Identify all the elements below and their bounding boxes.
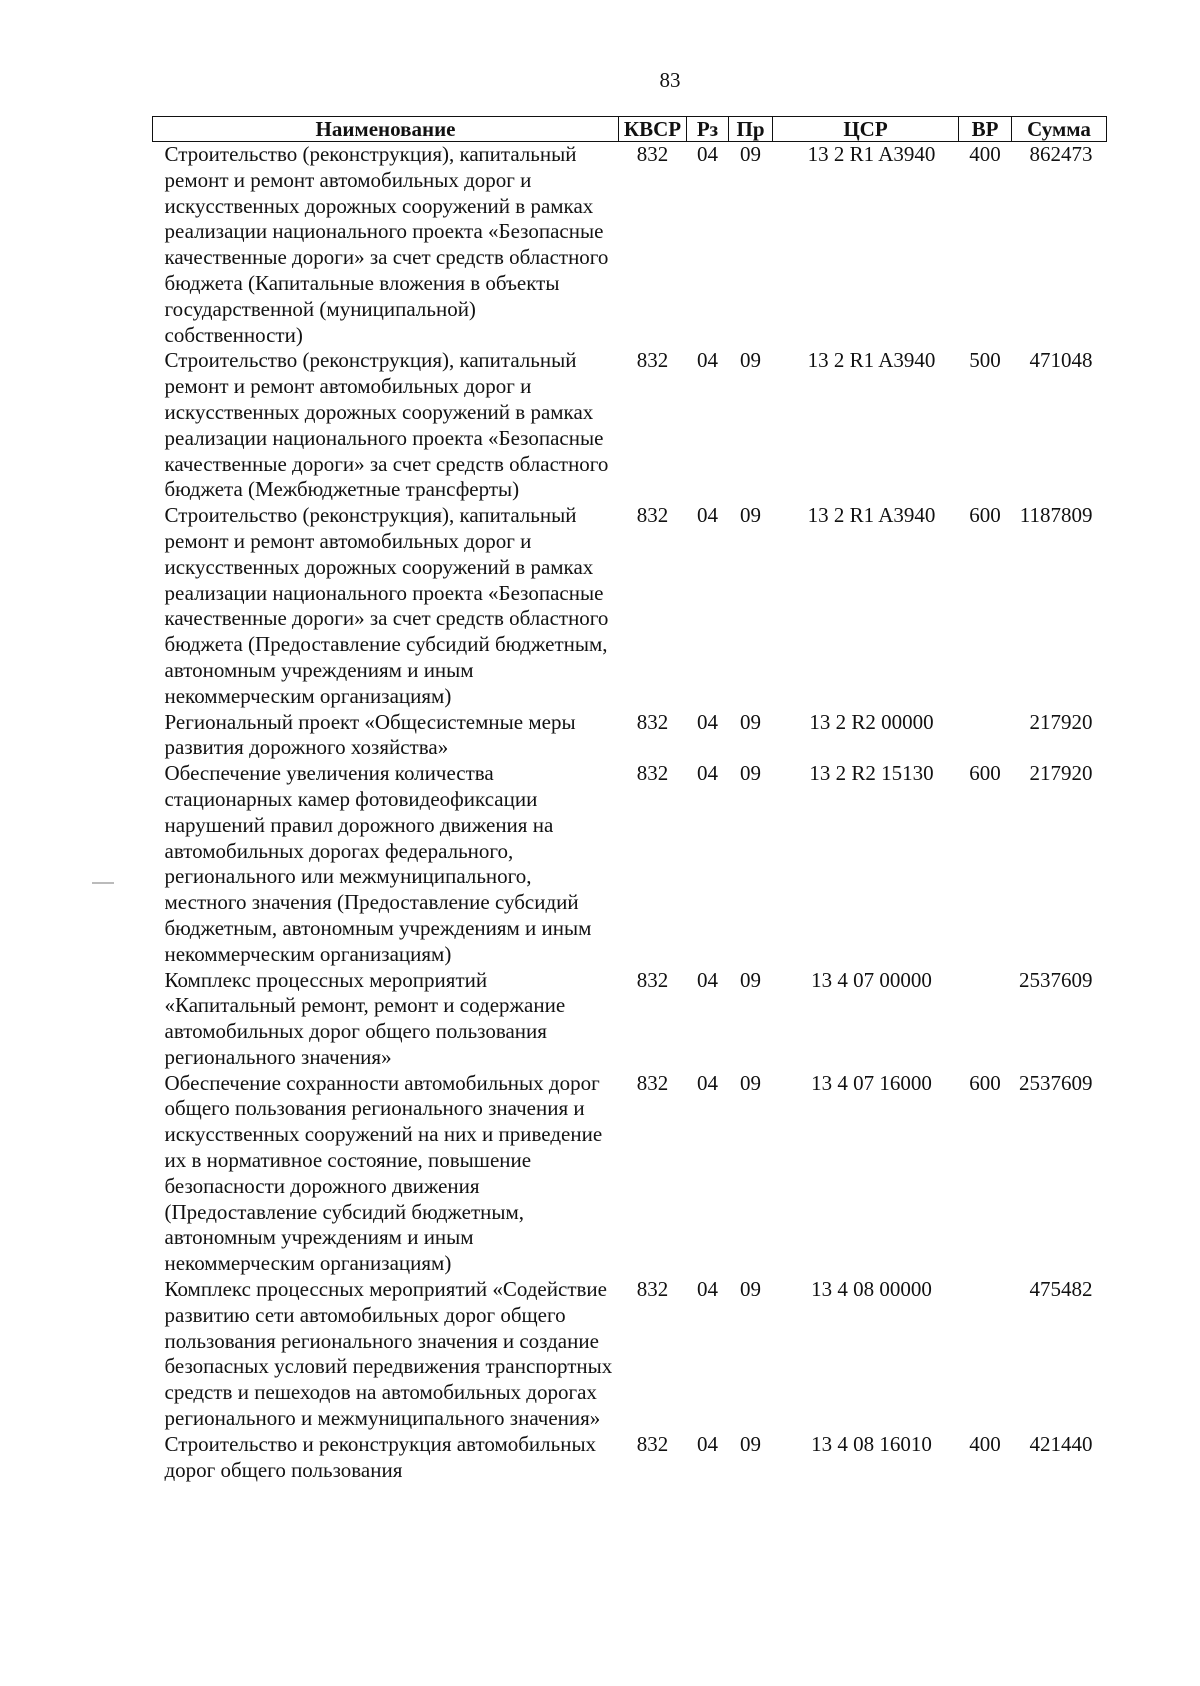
cell-kvsr: 832 [636,761,669,786]
cell-rz: 04 [697,1070,718,1095]
table-row [153,1277,1107,1432]
cell-name: Комплекс процессных мероприятий «Содействие развитию сети автомобильных дорог общего пользования регионального значения и создание безопасных условий передвижения транспортных средств и пешеходов на автомобильных дорогах регионального и межмуниципального значения» [164,1277,613,1431]
cell-sum: 1187809 [1019,503,1093,528]
cell-rz: 04 [697,967,718,992]
cell-vr: 600 [969,761,1001,786]
cell-kvsr: 832 [636,1277,669,1302]
cell-vr: 600 [969,1070,1001,1095]
cell-sum: 217920 [1029,761,1093,786]
cell-sum: 217920 [1029,709,1093,734]
table-body [153,142,1107,1484]
cell-rz: 04 [697,348,718,373]
cell-csr: 13 2 R2 00000 [809,709,934,734]
cell-vr [959,968,1012,1071]
cell-sum: 471048 [1029,348,1093,373]
table-row [153,503,1107,709]
header-name: Наименование [153,117,619,142]
header-rz: Рз [687,117,729,142]
header-vr: ВР [959,117,1012,142]
header-csr: ЦСР [773,117,959,142]
cell-kvsr: 832 [636,967,669,992]
header-kvsr: КВСР [619,117,687,142]
cell-kvsr: 832 [636,348,669,373]
cell-pr: 09 [740,503,761,528]
table-row [153,348,1107,503]
cell-kvsr: 832 [636,503,669,528]
cell-csr: 13 2 R1 A3940 [807,348,936,373]
cell-name: Строительство (реконструкция), капитальный ремонт и ремонт автомобильных дорог и искусственных дорожных сооружений в рамках реализации национального проекта «Безопасные качественные дороги» за счет средств областного бюджета (Предоставление субсидий бюджетным, автономным учреждениям и иным некоммерческим организациям) [164,503,609,708]
cell-name: Региональный проект «Общесистемные меры развития дорожного хозяйства» [164,709,576,760]
cell-csr: 13 4 07 00000 [811,967,932,992]
table-row [153,968,1107,1071]
budget-table [152,116,1107,1483]
cell-pr: 09 [740,142,761,166]
cell-kvsr: 832 [636,709,669,734]
cell-pr: 09 [740,1277,761,1302]
cell-sum: 421440 [1029,1431,1093,1456]
cell-csr: 13 2 R1 A3940 [807,503,936,528]
cell-kvsr: 832 [636,142,669,166]
header-sum: Сумма [1012,117,1107,142]
cell-sum: 2537609 [1019,1070,1093,1095]
cell-rz: 04 [697,709,718,734]
cell-name: Строительство и реконструкция автомобильных дорог общего пользования [164,1431,597,1482]
cell-vr: 400 [969,1431,1001,1456]
cell-pr: 09 [740,1070,761,1095]
cell-rz: 04 [697,1431,718,1456]
cell-csr: 13 4 08 16010 [811,1431,932,1456]
cell-kvsr: 832 [636,1431,669,1456]
cell-sum: 475482 [1029,1277,1093,1302]
cell-vr: 600 [969,503,1001,528]
cell-pr: 09 [740,709,761,734]
cell-csr: 13 2 R1 A3940 [807,142,936,166]
cell-vr: 400 [969,142,1001,166]
cell-name: Строительство (реконструкция), капитальный ремонт и ремонт автомобильных дорог и искусственных дорожных сооружений в рамках реализации национального проекта «Безопасные качественные дороги» за счет средств областного бюджета (Межбюджетные трансферты) [164,348,609,502]
cell-sum: 862473 [1029,142,1093,166]
table-row [153,142,1107,349]
cell-pr: 09 [740,1431,761,1456]
cell-name: Обеспечение увеличения количества стационарных камер фотовидеофиксации нарушений правил дорожного движения на автомобильных дорогах федерального, регионального или межмуниципального, местного значения (Предоставление субсидий бюджетным, автономным учреждениям и иным некоммерческим организациям) [164,761,592,966]
cell-rz: 04 [697,503,718,528]
table-row [153,1071,1107,1277]
cell-rz: 04 [697,142,718,166]
cell-pr: 09 [740,761,761,786]
cell-vr [959,710,1012,762]
table-header [153,117,1107,142]
cell-name: Обеспечение сохранности автомобильных дорог общего пользования регионального значения и искусственных сооружений на них и приведение их в нормативное состояние, повышение безопасности дорожного движения (Предоставление субсидий бюджетным, автономным учреждениям и иным некоммерческим организациям) [164,1070,603,1276]
page-number: 83 [659,68,681,92]
cell-vr [959,1277,1012,1432]
cell-csr: 13 4 07 16000 [811,1070,932,1095]
cell-rz: 04 [697,761,718,786]
table-row [153,761,1107,967]
cell-kvsr: 832 [636,1070,669,1095]
table-row [153,1432,1107,1484]
cell-sum: 2537609 [1019,967,1093,992]
margin-mark [92,882,114,884]
cell-pr: 09 [740,967,761,992]
table-row [153,710,1107,762]
cell-name: Комплекс процессных мероприятий «Капитальный ремонт, ремонт и содержание автомобильных дорог общего пользования регионального значения» [164,967,566,1069]
cell-csr: 13 4 08 00000 [811,1277,932,1302]
header-pr: Пр [729,117,773,142]
cell-csr: 13 2 R2 15130 [809,761,934,786]
cell-vr: 500 [969,348,1001,373]
cell-name: Строительство (реконструкция), капитальный ремонт и ремонт автомобильных дорог и искусственных дорожных сооружений в рамках реализации национального проекта «Безопасные качественные дороги» за счет средств областного бюджета (Капитальные вложения в объекты государственной (муниципальной) собственности) [164,142,609,347]
cell-rz: 04 [697,1277,718,1302]
cell-pr: 09 [740,348,761,373]
